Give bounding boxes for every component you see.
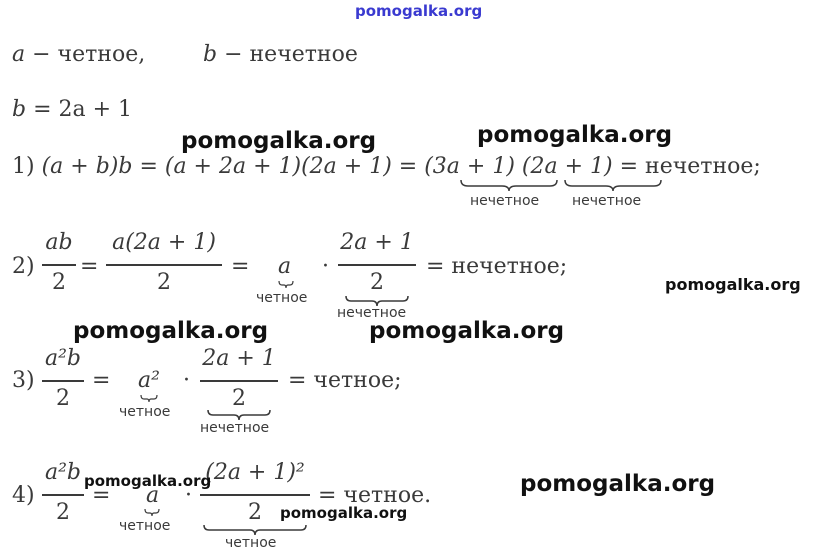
equation-3-result: = четное;: [288, 368, 402, 393]
watermark-top[interactable]: pomogalka.org: [355, 2, 483, 20]
equation-2-result: = нечетное;: [426, 254, 568, 279]
fraction-numerator: a²b: [44, 460, 82, 485]
a-even-text: − четное,: [25, 42, 146, 67]
watermark[interactable]: pomogalka.org: [84, 472, 212, 490]
equals-sign: =: [80, 254, 99, 279]
fraction-denominator: 2: [232, 386, 246, 411]
equation-number: 1): [12, 154, 42, 179]
multiplication-dot: ·: [185, 483, 192, 508]
watermark[interactable]: pomogalka.org: [665, 275, 801, 294]
fraction-numerator: ab: [45, 230, 73, 255]
label-even: четное: [119, 404, 171, 420]
watermark[interactable]: pomogalka.org: [181, 128, 377, 154]
b-odd-text: − нечетное: [217, 42, 358, 67]
fraction-numerator: 2a + 1: [340, 230, 414, 255]
definition-a-line: [12, 42, 145, 67]
fraction-denominator: 2: [56, 500, 70, 525]
equals-sign: =: [92, 368, 111, 393]
underbrace-icon: [564, 178, 662, 192]
equals-sign: =: [92, 483, 111, 508]
fraction-numerator: a²b: [44, 346, 82, 371]
b-lhs: b: [12, 97, 27, 122]
underbrace-icon: [140, 394, 158, 403]
fraction-denominator: 2: [248, 500, 262, 525]
factor-2a-plus-1: (2a + 1): [521, 154, 613, 179]
b-formula: [12, 97, 132, 122]
equation-number: 2): [12, 254, 35, 279]
fraction-bar: [338, 264, 416, 266]
equation-number: 4): [12, 483, 35, 508]
fraction-bar: [106, 264, 222, 266]
multiplication-dot: ·: [183, 368, 190, 393]
fraction-numerator: a(2a + 1): [112, 230, 216, 255]
equation-4-result: = четное.: [318, 483, 432, 508]
equals-sign: =: [231, 254, 250, 279]
factor-a: a: [278, 254, 292, 279]
fraction-bar: [200, 494, 310, 496]
underbrace-icon: [460, 178, 558, 192]
label-odd: нечетное: [200, 420, 270, 436]
fraction-numerator: 2a + 1: [202, 346, 276, 371]
variable-b: b: [203, 42, 218, 67]
factor-a-squared: a²: [138, 368, 160, 393]
variable-a: a: [12, 42, 26, 67]
fraction-bar: [42, 494, 84, 496]
equation-1-result: = нечетное;: [612, 154, 761, 179]
factor-a: a: [146, 483, 160, 508]
watermark[interactable]: pomogalka.org: [520, 471, 716, 497]
watermark[interactable]: pomogalka.org: [73, 318, 269, 344]
label-even: четное: [225, 535, 277, 551]
watermark[interactable]: pomogalka.org: [369, 318, 565, 344]
label-odd: нечетное: [572, 193, 642, 209]
multiplication-dot: ·: [322, 254, 329, 279]
equation-1-expression: (a + b)b = (a + 2a + 1)(2a + 1) =: [41, 154, 425, 179]
b-rhs: = 2a + 1: [26, 97, 133, 122]
fraction-denominator: 2: [370, 270, 384, 295]
watermark[interactable]: pomogalka.org: [477, 122, 673, 148]
fraction-bar: [200, 380, 278, 382]
fraction-denominator: 2: [52, 270, 66, 295]
label-odd: нечетное: [470, 193, 540, 209]
fraction-denominator: 2: [157, 270, 171, 295]
factor-3a-plus-1: (3a + 1): [424, 154, 515, 179]
underbrace-icon: [278, 280, 294, 289]
fraction-numerator: (2a + 1)²: [205, 460, 305, 485]
equation-number: 3): [12, 368, 35, 393]
label-odd: нечетное: [337, 305, 407, 321]
fraction-bar: [42, 380, 84, 382]
definition-b-line: [203, 42, 358, 67]
fraction-bar: [42, 264, 76, 266]
label-even: четное: [119, 518, 171, 534]
watermark[interactable]: pomogalka.org: [280, 504, 408, 522]
fraction-denominator: 2: [56, 386, 70, 411]
underbrace-icon: [144, 508, 160, 517]
label-even: четное: [256, 290, 308, 306]
equation-1: [12, 154, 761, 179]
